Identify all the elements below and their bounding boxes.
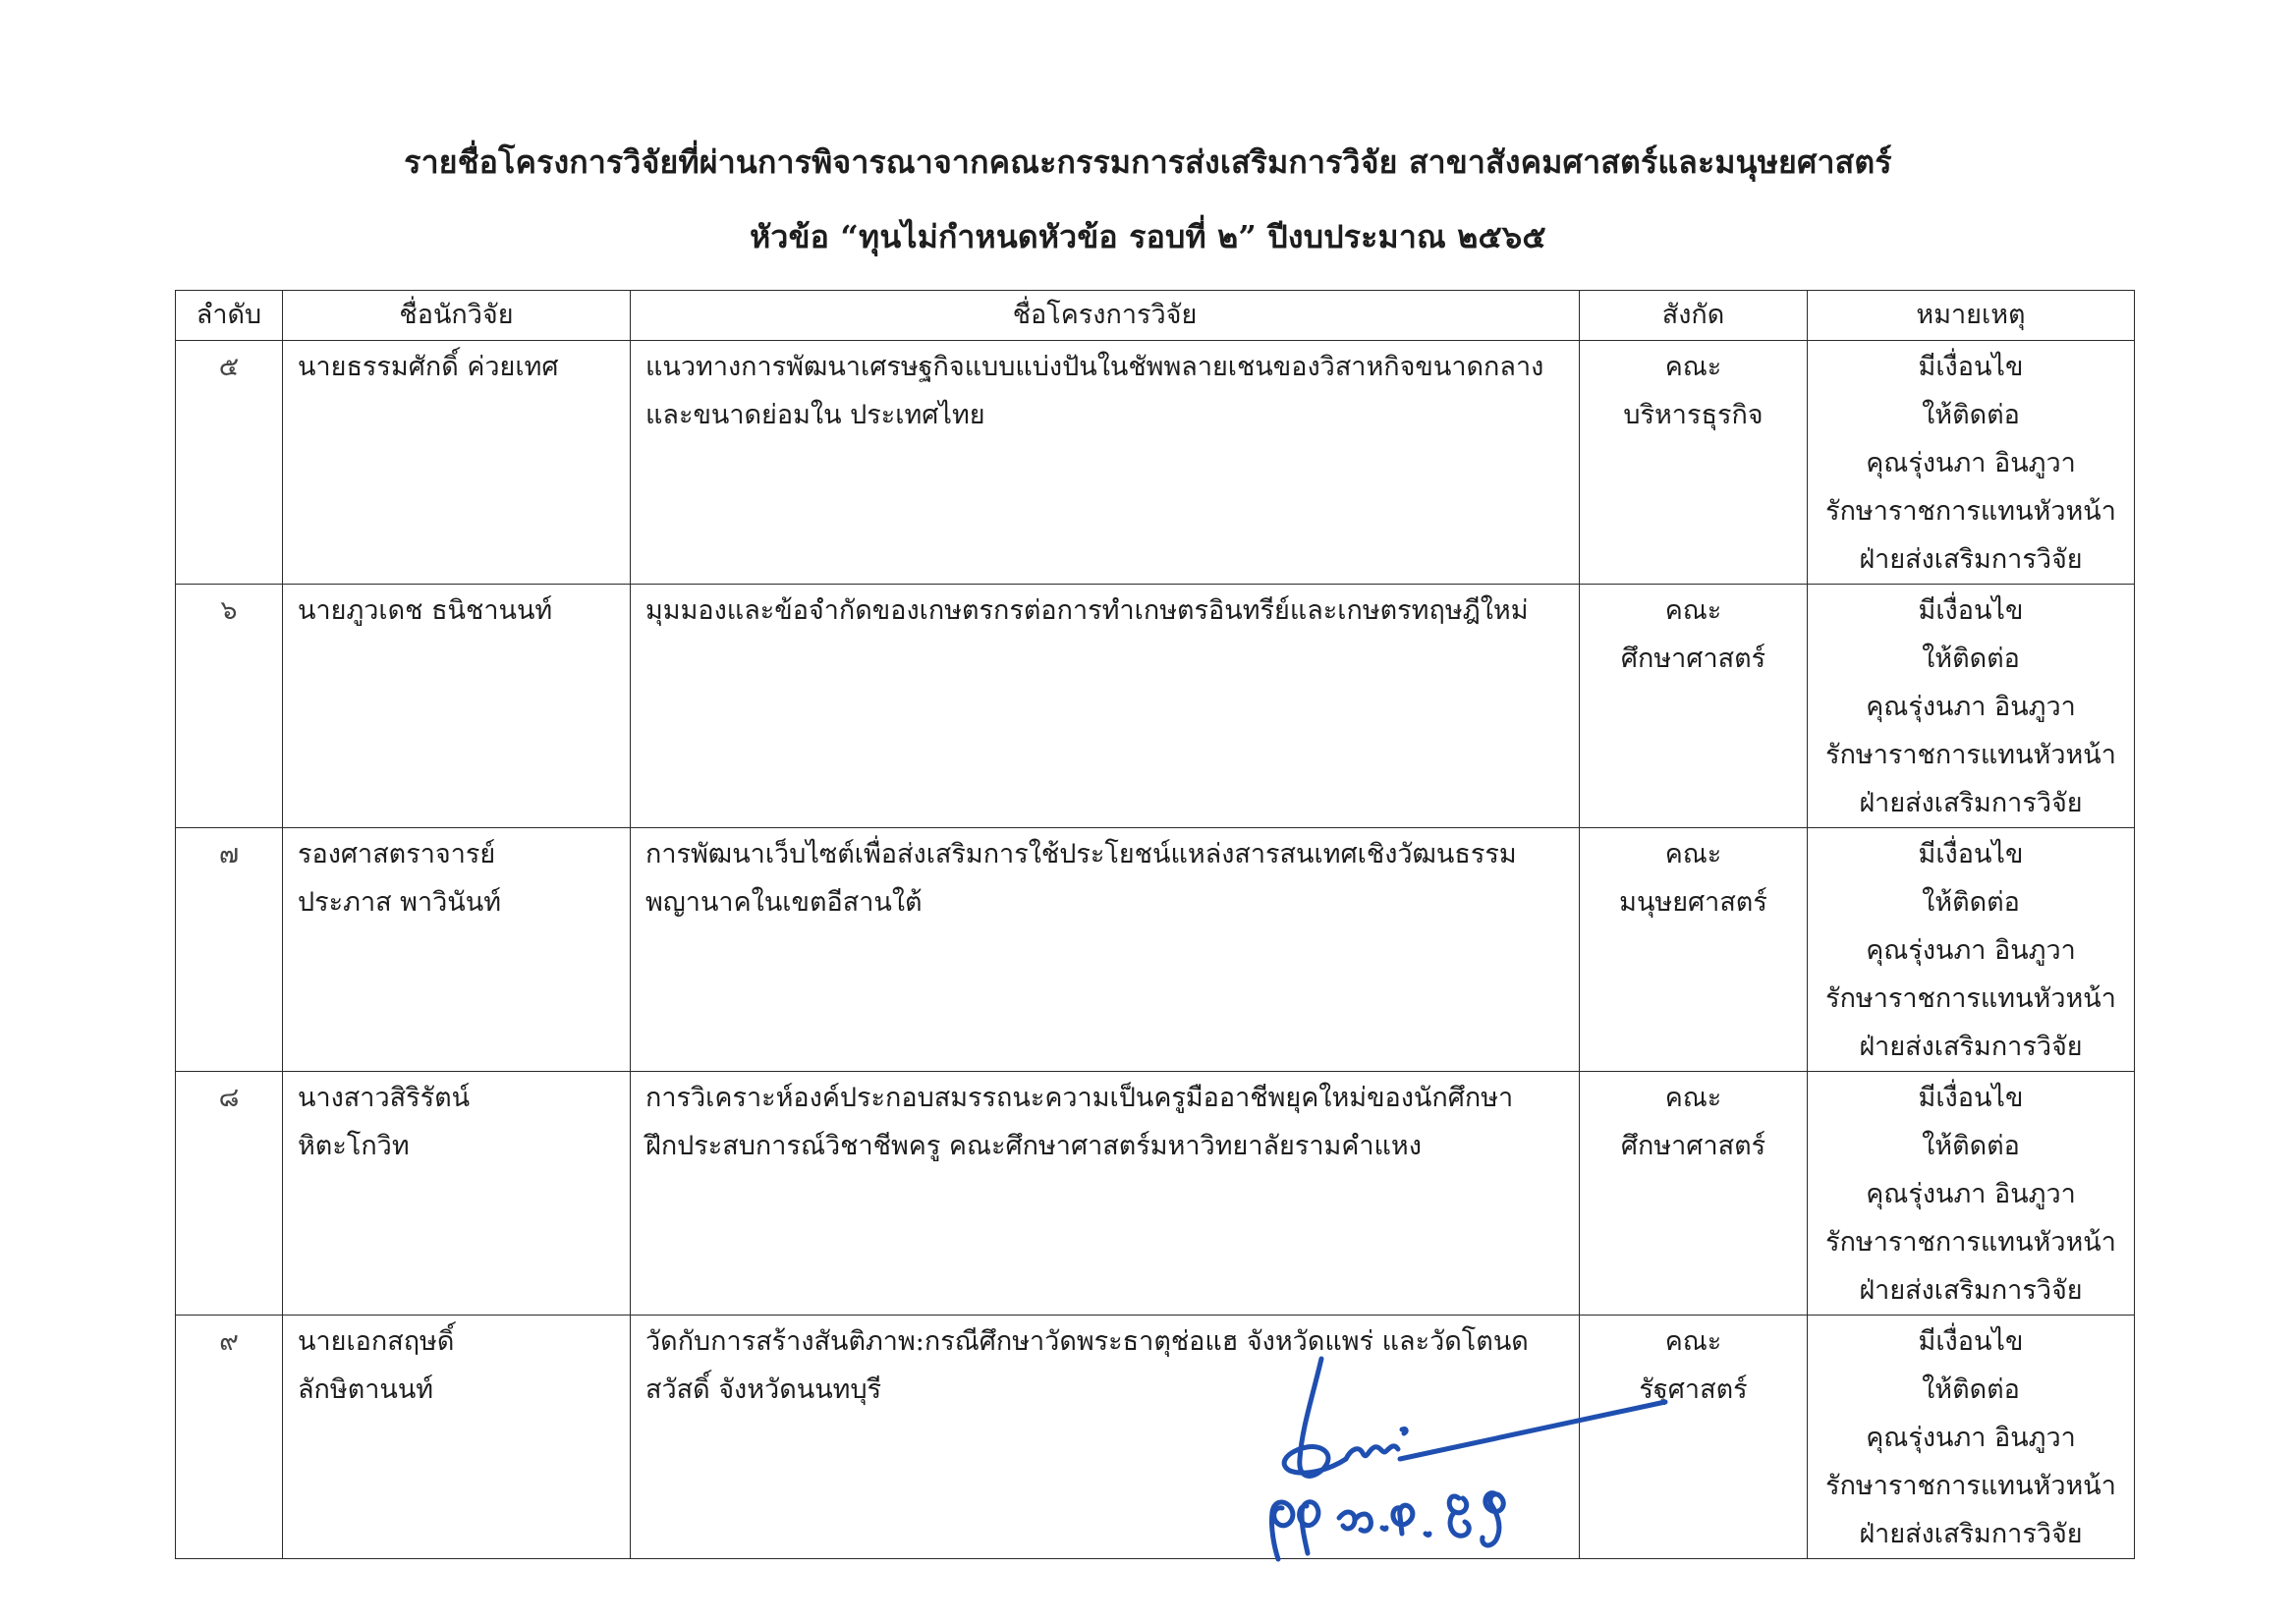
affiliation-cell-line: บริหารธุรกิจ [1623,400,1764,430]
affiliation-cell-line: ศึกษาศาสตร์ [1620,1131,1766,1161]
remark-cell-line: มีเงื่อนไข [1918,595,2024,626]
remark-cell-line: รักษาราชการแทนหัวหน้า [1825,496,2116,527]
remark-cell-line: ฝ่ายส่งเสริมการวิจัย [1859,1032,2083,1062]
affiliation-cell-line: คณะ [1664,595,1722,626]
remark-cell-line: รักษาราชการแทนหัวหน้า [1825,740,2116,770]
order-cell-text: ๗ [218,839,240,869]
project-cell-line: วัดกับการสร้างสันติภาพ:กรณีศึกษาวัดพระธาตุช่อแฮ จังหวัดแพร่ และวัดโตนด [645,1326,1529,1357]
researcher-cell-line: นายภูวเดช ธนิชานนท์ [298,595,553,626]
table-header-row [176,291,2135,341]
project-cell-line: ฝึกประสบการณ์วิชาชีพครู คณะศึกษาศาสตร์มหาวิทยาลัยรามคำแหง [645,1131,1422,1161]
order-cell-text: ๕ [218,352,240,382]
remark-cell-line: ฝ่ายส่งเสริมการวิจัย [1859,1519,2083,1549]
order-cell [176,585,283,828]
researcher-cell-line: นายเอกสฤษดิ์ [298,1326,455,1357]
table-row [176,341,2135,585]
affiliation-cell-line: ศึกษาศาสตร์ [1620,644,1766,674]
remark-cell-line: ฝ่ายส่งเสริมการวิจัย [1859,1275,2083,1306]
project-cell [631,828,1580,1072]
remark-cell-line: ฝ่ายส่งเสริมการวิจัย [1859,544,2083,575]
document-title: รายชื่อโครงการวิจัยที่ผ่านการพิจารณาจากคณะกรรมการส่งเสริมการวิจัย สาขาสังคมศาสตร์และมนุษยศาสตร์ [404,143,1892,181]
research-projects-table [175,290,2135,1559]
affiliation-cell [1580,1072,1808,1316]
affiliation-cell-line: มนุษยศาสตร์ [1619,887,1767,918]
project-cell-line: สวัสดิ์ จังหวัดนนทบุรี [645,1374,882,1405]
remark-cell-line: รักษาราชการแทนหัวหน้า [1825,983,2116,1014]
order-cell [176,828,283,1072]
order-cell-text: ๖ [220,595,238,626]
researcher-cell-line: นางสาวสิริรัตน์ [298,1083,471,1113]
researcher-cell [283,828,631,1072]
remark-cell-line: มีเงื่อนไข [1918,352,2024,382]
affiliation-cell-line: คณะ [1664,352,1722,382]
researcher-cell-line: หิตะโกวิท [298,1131,410,1161]
table-row [176,1316,2135,1559]
remark-cell [1808,1072,2135,1316]
order-cell [176,1072,283,1316]
affiliation-cell [1580,828,1808,1072]
remark-cell-line: ให้ติดต่อ [1922,1131,2020,1161]
researcher-cell-line: ลักษิตานนท์ [298,1374,434,1405]
project-cell-line: และขนาดย่อมใน ประเทศไทย [645,400,985,430]
remark-cell [1808,585,2135,828]
affiliation-cell-line: รัฐศาสตร์ [1639,1374,1748,1405]
researcher-cell-line: นายธรรมศักดิ์ ค่วยเทศ [298,352,559,382]
remark-cell-line: คุณรุ่งนภา อินภูวา [1866,935,2076,966]
order-cell-text: ๙ [219,1326,239,1357]
remark-cell-line: ให้ติดต่อ [1922,887,2020,918]
remark-cell-line: คุณรุ่งนภา อินภูวา [1866,1423,2076,1453]
remark-cell-line: คุณรุ่งนภา อินภูวา [1866,1179,2076,1209]
affiliation-cell-line: คณะ [1664,1083,1722,1113]
remark-cell [1808,828,2135,1072]
project-cell-line: พญานาคในเขตอีสานใต้ [645,887,923,918]
column-header-order: ลำดับ [176,291,283,341]
column-header-project: ชื่อโครงการวิจัย [631,291,1580,341]
affiliation-cell [1580,341,1808,585]
researcher-cell-line: ประภาส พาวินันท์ [298,887,501,918]
handwritten-signature-icon [1253,1351,1685,1577]
affiliation-cell [1580,585,1808,828]
column-header-researcher: ชื่อนักวิจัย [283,291,631,341]
remark-cell-line: รักษาราชการแทนหัวหน้า [1825,1471,2116,1501]
column-header-remark: หมายเหตุ [1808,291,2135,341]
affiliation-cell-line: คณะ [1664,1326,1722,1357]
project-cell-line: มุมมองและข้อจำกัดของเกษตรกรต่อการทำเกษตรอินทรีย์และเกษตรทฤษฎีใหม่ [645,595,1529,626]
affiliation-cell-line: คณะ [1664,839,1722,869]
project-cell-line: แนวทางการพัฒนาเศรษฐกิจแบบแบ่งปันในชัพพลายเชนของวิสาหกิจขนาดกลาง [645,352,1544,382]
order-cell-text: ๘ [218,1083,240,1113]
researcher-cell [283,1316,631,1559]
order-cell [176,1316,283,1559]
column-header-affiliation: สังกัด [1580,291,1808,341]
remark-cell-line: รักษาราชการแทนหัวหน้า [1825,1227,2116,1258]
order-cell [176,341,283,585]
researcher-cell [283,341,631,585]
project-cell [631,1072,1580,1316]
remark-cell-line: ให้ติดต่อ [1922,400,2020,430]
table-row [176,828,2135,1072]
project-cell-line: การวิเคราะห์องค์ประกอบสมรรถนะความเป็นครูมืออาชีพยุคใหม่ของนักศึกษา [645,1083,1514,1113]
remark-cell-line: ให้ติดต่อ [1922,644,2020,674]
remark-cell [1808,1316,2135,1559]
remark-cell-line: มีเงื่อนไข [1918,839,2024,869]
table-body [176,341,2135,1559]
researcher-cell [283,585,631,828]
remark-cell [1808,341,2135,585]
project-cell-line: การพัฒนาเว็บไซต์เพื่อส่งเสริมการใช้ประโยชน์แหล่งสารสนเทศเชิงวัฒนธรรม [645,839,1517,869]
remark-cell-line: มีเงื่อนไข [1918,1083,2024,1113]
document-subtitle: หัวข้อ “ทุนไม่กำหนดหัวข้อ รอบที่ ๒” ปีงบประมาณ ๒๕๖๕ [750,218,1546,255]
table-row [176,1072,2135,1316]
table-row [176,585,2135,828]
remark-cell-line: ฝ่ายส่งเสริมการวิจัย [1859,788,2083,818]
remark-cell-line: ให้ติดต่อ [1922,1374,2020,1405]
remark-cell-line: มีเงื่อนไข [1918,1326,2024,1357]
remark-cell-line: คุณรุ่งนภา อินภูวา [1866,692,2076,722]
project-cell [631,585,1580,828]
researcher-cell-line: รองศาสตราจารย์ [298,839,496,869]
researcher-cell [283,1072,631,1316]
remark-cell-line: คุณรุ่งนภา อินภูวา [1866,448,2076,478]
project-cell [631,341,1580,585]
